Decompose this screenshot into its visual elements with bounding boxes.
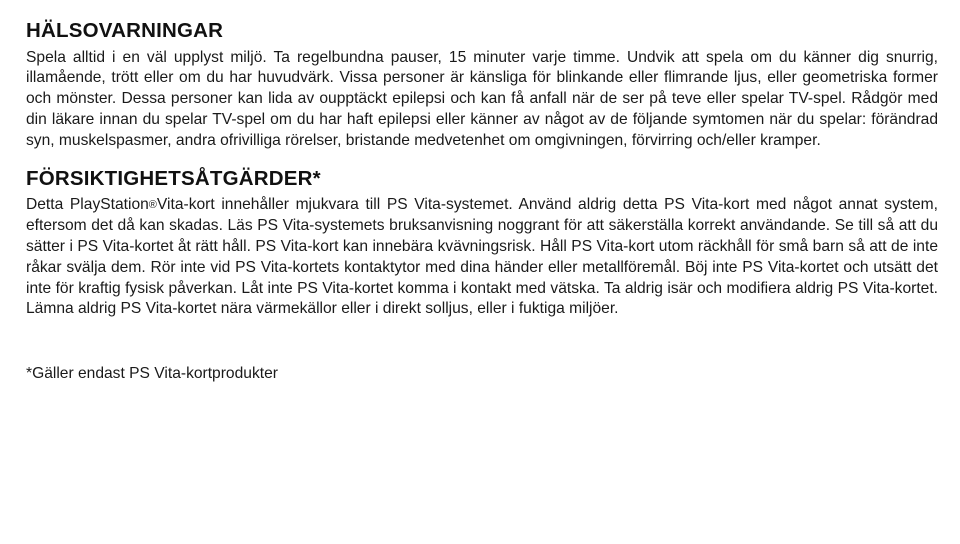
health-warnings-section [26, 18, 938, 152]
precautions-heading: FÖRSIKTIGHETSÅTGÄRDER* [26, 166, 321, 190]
health-warnings-heading: HÄLSOVARNINGAR [26, 19, 224, 42]
health-warnings-body: Spela alltid i en väl upplyst miljö. Ta regelbundna pauser, 15 minuter varje timme. Undvik att spela om du känner dig snurrig, illamående, trött eller om du har huvudvärk. Vissa personer är känsliga för blinkande eller flimrande ljus, eller geometriska former och mönster. Dessa personer kan lida av oupptäckt epilepsi och kan få anfall när de ser på teve eller spelar TV-spel. Rådgör med din läkare innan du spelar TV-spel om du har haft epilepsi eller känner av något av de följande symtomen när du spelar: förändrad syn, muskelspasmer, andra ofrivilliga rörelser, bristande medvetenhet om omgivningen, förvirring och/eller kramper. [26, 48, 938, 149]
registered-trademark-icon: ® [148, 199, 157, 212]
precautions-body-rest: Vita-kort innehåller mjukvara till PS Vita-systemet. Använd aldrig detta PS Vita-kort med något annat system, eftersom det då kan skadas. Läs PS Vita-systemets bruksanvisning noggrant för att säkerställa korrekt användande. Se till så att du sätter i PS Vita-kortet åt rätt håll. PS Vita-kort kan innebära kvävningsrisk. Håll PS Vita-kort utom räckhåll för små barn så att de inte råkar svälja dem. Rör inte vid PS Vita-kortets kontaktytor med dina händer eller metallföremål. Böj inte PS Vita-kortet och utsätt det inte för kraftig fysisk påverkan. Låt inte PS Vita-kortet komma i kontakt med vätska. Ta aldrig isär och modifiera aldrig PS Vita-kortet. Lämna aldrig PS Vita-kortet nära värmekällor eller i direkt solljus, eller i fuktiga miljöer. [26, 196, 938, 318]
precautions-body-lead: Detta PlayStation [26, 196, 149, 214]
precautions-section [26, 166, 938, 321]
footnote-text: *Gäller endast PS Vita-kortprodukter [26, 365, 278, 383]
precautions-body [26, 195, 938, 320]
